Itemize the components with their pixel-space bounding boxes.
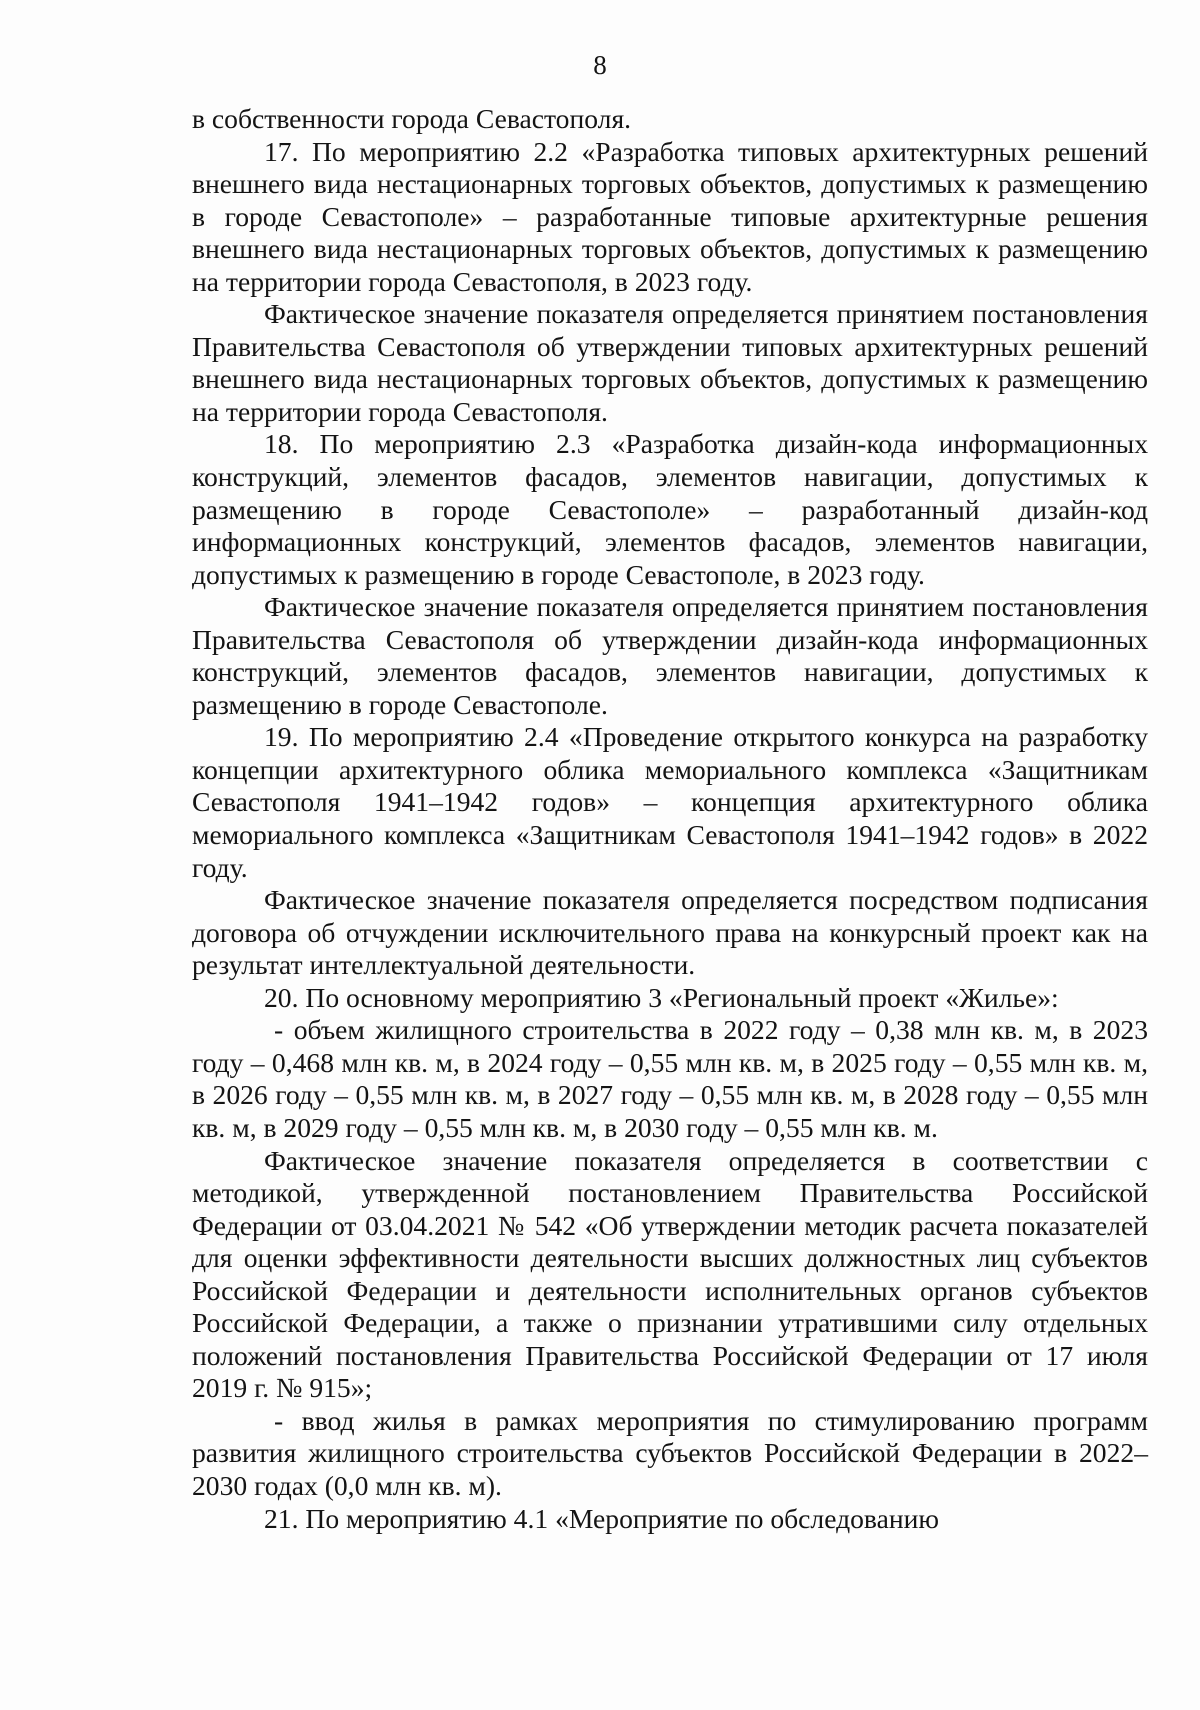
paragraph-item-20-housing-volume: - объем жилищного строительства в 2022 году – 0,38 млн кв. м, в 2023 году – 0,468 млн кв. м, в 2024 году – 0,55 млн кв. м, в 2025 году – 0,55 млн кв. м, в 2026 году – 0,55 млн кв. м, в 2027 году – 0,55 млн кв. м, в 2028 году – 0,55 млн кв. м, в 2029 году – 0,55 млн кв. м, в 2030 году – 0,55 млн кв. м.: [192, 1014, 1148, 1143]
paragraph-item-19: 19. По мероприятию 2.4 «Проведение открытого конкурса на разработку концепции архитектурного облика мемориального комплекса «Защитникам Севастополя 1941–1942 годов» – концепция архитектурного облика мемориального комплекса «Защитникам Севастополя 1941–1942 годов» в 2022 году.: [192, 721, 1148, 883]
paragraph-item-18: 18. По мероприятию 2.3 «Разработка дизайн-кода информационных конструкций, элементов фасадов, элементов навигации, допустимых к размещению в городе Севастополе» – разработанный дизайн-код информационных конструкций, элементов фасадов, элементов навигации, допустимых к размещению в городе Севастополе, в 2023 году.: [192, 428, 1148, 590]
paragraph-item-20-housing-commissioning: - ввод жилья в рамках мероприятия по стимулированию программ развития жилищного строительства субъектов Российской Федерации в 2022–2030 годах (0,0 млн кв. м).: [192, 1404, 1148, 1501]
paragraph-continuation: в собственности города Севастополя.: [192, 103, 632, 134]
paragraph-item-19-actual-value: Фактическое значение показателя определяется посредством подписания договора об отчуждении исключительного права на конкурсный проект как на результат интеллектуальной деятельности.: [192, 884, 1148, 981]
paragraph-item-20: 20. По основному мероприятию 3 «Региональный проект «Жилье»:: [264, 981, 1059, 1013]
paragraph-item-17-actual-value: Фактическое значение показателя определяется принятием постановления Правительства Севастополя об утверждении типовых архитектурных решений внешнего вида нестационарных торговых объектов, допустимых к размещению на территории города Севастополя.: [192, 298, 1148, 427]
paragraph-item-17: 17. По мероприятию 2.2 «Разработка типовых архитектурных решений внешнего вида нестационарных торговых объектов, допустимых к размещению в городе Севастополе» – разработанные типовые архитектурные решения внешнего вида нестационарных торговых объектов, допустимых к размещению на территории города Севастополя, в 2023 году.: [192, 135, 1148, 297]
paragraph-item-20-actual-value: Фактическое значение показателя определяется в соответствии с методикой, утвержденной постановлением Правительства Российской Федерации от 03.04.2021 № 542 «Об утверждении методик расчета показателей для оценки эффективности деятельности высших должностных лиц субъектов Российской Федерации и деятельности исполнительных органов субъектов Российской Федерации, а также о признании утратившими силу отдельных положений постановления Правительства Российской Федерации от 17 июля 2019 г. № 915»;: [192, 1144, 1148, 1404]
paragraph-item-18-actual-value: Фактическое значение показателя определяется принятием постановления Правительства Севастополя об утверждении дизайн-кода информационных конструкций, элементов фасадов, элементов навигации, допустимых к размещению в городе Севастополе.: [192, 591, 1148, 720]
paragraph-item-21: 21. По мероприятию 4.1 «Мероприятие по обследованию: [264, 1502, 939, 1534]
page-number: 8: [593, 50, 607, 80]
document-body: [192, 103, 1148, 1535]
